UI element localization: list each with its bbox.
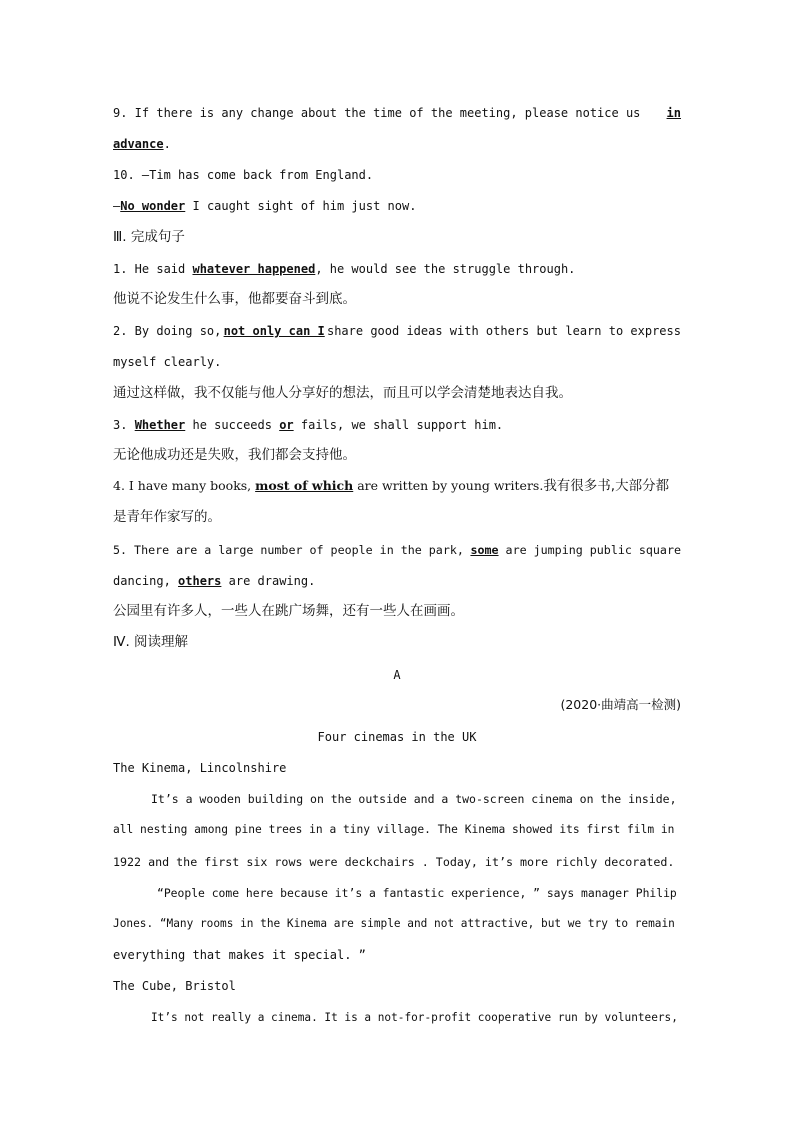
s4-pre: 4. I have many books, bbox=[113, 478, 256, 493]
q10-line-2 bbox=[113, 198, 681, 214]
s5-chinese: 公园里有许多人，一些人在跳广场舞，还有一些人在画画。 bbox=[113, 603, 464, 619]
passage-p1-line-3: 1922 and the first six rows were deckchairs . Today, it’s more richly decorated. bbox=[113, 855, 675, 869]
s5-answer-2: others bbox=[178, 574, 222, 588]
s4-chinese-line-2: 是青年作家写的。 bbox=[113, 509, 221, 525]
passage-p2-line-1: “People come here because it’s a fantastic experience, ” says manager Philip bbox=[157, 886, 677, 900]
s3-line bbox=[113, 417, 681, 433]
s2-post: share good ideas with others but learn to express bbox=[326, 324, 681, 338]
s3-post: fails, we shall support him. bbox=[293, 418, 504, 432]
s3-chinese: 无论他成功还是失败，我们都会支持他。 bbox=[113, 447, 356, 463]
s5-pre-2: dancing, bbox=[113, 574, 179, 588]
s1-answer: whatever happened bbox=[192, 262, 316, 276]
q9-answer-part2: advance bbox=[113, 137, 164, 151]
s3-answer-2: or bbox=[279, 418, 294, 432]
s1-chinese: 他说不论发生什么事，他都要奋斗到底。 bbox=[113, 291, 356, 307]
s2-chinese: 通过这样做，我不仅能与他人分享好的想法，而且可以学会清楚地表达自我。 bbox=[113, 385, 572, 401]
passage-title: Four cinemas in the UK bbox=[317, 730, 477, 744]
s5-answer-1: some bbox=[470, 543, 499, 557]
q9-line-1 bbox=[113, 105, 681, 121]
s1-pre: 1. He said bbox=[113, 262, 193, 276]
s5-line-1 bbox=[113, 542, 681, 558]
q10-answer: No wonder bbox=[120, 199, 186, 213]
passage-subheading-cube: The Cube, Bristol bbox=[113, 979, 236, 993]
q9-tail: . bbox=[163, 137, 171, 151]
passage-letter: A bbox=[393, 668, 401, 682]
q9-answer-part1: in bbox=[666, 106, 681, 120]
q9-line-2 bbox=[113, 136, 681, 152]
passage-subheading-kinema: The Kinema, Lincolnshire bbox=[113, 761, 287, 775]
q10-rest: I caught sight of him just now. bbox=[185, 199, 417, 213]
passage-p2-line-2: Jones. “Many rooms in the Kinema are simple and not attractive, but we try to remain bbox=[113, 917, 675, 930]
s2-line-1 bbox=[113, 323, 681, 339]
section-4-heading: Ⅳ. 阅读理解 bbox=[113, 634, 189, 650]
q10-line-1: 10. —Tim has come back from England. bbox=[113, 168, 374, 182]
passage-source: (2020·曲靖高一检测) bbox=[560, 697, 681, 712]
s3-mid: he succeeds bbox=[185, 418, 280, 432]
s3-answer-1: Whether bbox=[134, 418, 186, 432]
passage-p3-line-1: It’s not really a cinema. It is a not-for-profit cooperative run by volunteers, bbox=[151, 1011, 678, 1024]
passage-p1-line-1: It’s a wooden building on the outside and a two-screen cinema on the inside, bbox=[151, 792, 677, 806]
s1-post: , he would see the struggle through. bbox=[315, 262, 576, 276]
s4-answer: most of which bbox=[255, 478, 354, 493]
passage-p1-line-2: all nesting among pine trees in a tiny village. The Kinema showed its first film in bbox=[113, 823, 675, 836]
s2-line-2: myself clearly. bbox=[113, 355, 222, 369]
s3-pre: 3. bbox=[113, 418, 135, 432]
s4-line-1 bbox=[113, 478, 681, 494]
section-3-heading: Ⅲ. 完成句子 bbox=[113, 229, 185, 245]
s5-post-1: are jumping public square bbox=[498, 543, 681, 557]
s2-answer: not only can I bbox=[223, 324, 325, 338]
s5-post-2: are drawing. bbox=[221, 574, 316, 588]
s2-pre: 2. By doing so, bbox=[113, 324, 222, 338]
s5-pre: 5. There are a large number of people in the park, bbox=[113, 543, 464, 557]
s1-line bbox=[113, 261, 681, 277]
s5-line-2 bbox=[113, 573, 681, 589]
s4-chinese-inline: 我有很多书,大部分都 bbox=[543, 478, 670, 494]
s4-post: are written by young writers. bbox=[353, 478, 544, 493]
q9-text: 9. If there is any change about the time of the meeting, please notice us bbox=[113, 106, 641, 120]
passage-p2-line-3: everything that makes it special. ” bbox=[113, 948, 366, 962]
q10-dash: — bbox=[113, 199, 121, 213]
